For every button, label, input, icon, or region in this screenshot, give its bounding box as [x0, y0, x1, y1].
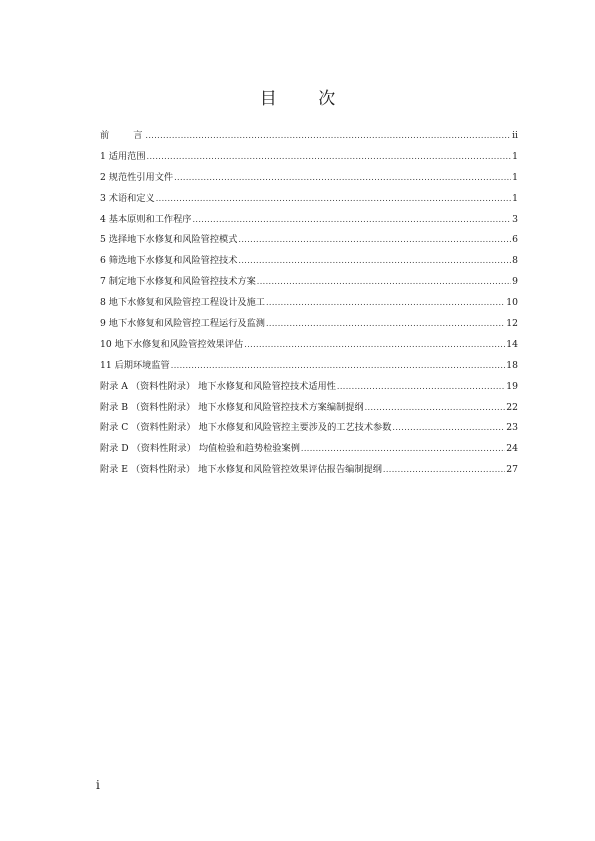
toc-entry-appendix-d[interactable] [100, 439, 518, 460]
toc-entry[interactable] [100, 210, 518, 231]
toc-entry-label: 附录 A （资料性附录） 地下水修复和风险管控技术适用性 [100, 380, 336, 392]
toc-entry-label: 8 地下水修复和风险管控工程设计及施工 [100, 297, 265, 309]
toc-leader-dots [392, 418, 505, 439]
table-of-contents [100, 126, 518, 481]
toc-leader-dots [156, 189, 511, 210]
page-number: i [96, 778, 100, 792]
toc-entry-label: 5 选择地下水修复和风险管控模式 [100, 234, 238, 246]
toc-leader-dots [147, 147, 511, 168]
toc-leader-dots [383, 460, 505, 481]
toc-leader-dots [266, 314, 505, 335]
toc-entry-preface[interactable] [100, 126, 518, 147]
toc-entry-label: 附录 B （资料性附录） 地下水修复和风险管控技术方案编制提纲 [100, 401, 364, 413]
toc-entry-page: 19 [506, 380, 518, 392]
toc-entry-appendix-a[interactable] [100, 377, 518, 398]
toc-entry-page: 27 [506, 464, 518, 476]
toc-entry-label: 9 地下水修复和风险管控工程运行及监测 [100, 318, 265, 330]
toc-leader-dots [257, 272, 511, 293]
toc-leader-dots [365, 398, 506, 419]
toc-leader-dots [238, 251, 511, 272]
toc-entry-page: 8 [512, 255, 518, 267]
toc-entry-label: 4 基本原则和工作程序 [100, 213, 192, 225]
toc-leader-dots [192, 210, 511, 231]
toc-entry-page: 1 [512, 171, 518, 183]
toc-entry-page: 14 [506, 338, 518, 350]
toc-entry-label: 7 制定地下水修复和风险管控技术方案 [100, 276, 256, 288]
toc-entry-page: 1 [512, 150, 518, 162]
toc-entry[interactable] [100, 272, 518, 293]
toc-entry[interactable] [100, 293, 518, 314]
toc-entry[interactable] [100, 251, 518, 272]
toc-leader-dots [266, 293, 505, 314]
toc-entry-page: 9 [512, 276, 518, 288]
toc-entry-page: 6 [512, 234, 518, 246]
toc-entry-page: 18 [506, 359, 518, 371]
toc-entry-label: 附录 C （资料性附录） 地下水修复和风险管控主要涉及的工艺技术参数 [100, 422, 392, 434]
toc-entry-page: 1 [512, 192, 518, 204]
toc-entry-label: 6 筛选地下水修复和风险管控技术 [100, 255, 238, 267]
toc-leader-dots [171, 356, 506, 377]
page-title: 目 次 [259, 89, 354, 109]
toc-entry-appendix-e[interactable] [100, 460, 518, 481]
toc-entry-label: 2 规范性引用文件 [100, 171, 174, 183]
toc-leader-dots [145, 126, 511, 147]
toc-entry[interactable] [100, 335, 518, 356]
toc-entry[interactable] [100, 314, 518, 335]
toc-entry-label: 3 术语和定义 [100, 192, 155, 204]
toc-entry-appendix-b[interactable] [100, 398, 518, 419]
toc-entry-appendix-c[interactable] [100, 418, 518, 439]
toc-entry-page: 10 [506, 297, 518, 309]
toc-entry-label: 1 适用范围 [100, 150, 146, 162]
toc-entry-page: 22 [506, 401, 518, 413]
toc-entry-page: 23 [506, 422, 518, 434]
toc-entry-page: 12 [506, 318, 518, 330]
toc-entry[interactable] [100, 168, 518, 189]
toc-entry[interactable] [100, 147, 518, 168]
toc-entry[interactable] [100, 189, 518, 210]
toc-entry-label: 11 后期环境监管 [100, 359, 170, 371]
toc-leader-dots [244, 335, 505, 356]
toc-entry-page: 3 [512, 213, 518, 225]
toc-entry-label: 前 言 [100, 130, 145, 141]
toc-entry[interactable] [100, 230, 518, 251]
toc-leader-dots [337, 377, 505, 398]
toc-leader-dots [301, 439, 505, 460]
toc-leader-dots [238, 230, 511, 251]
toc-entry-label: 附录 E （资料性附录） 地下水修复和风险管控效果评估报告编制提纲 [100, 464, 382, 476]
toc-entry-page: 24 [506, 443, 518, 455]
toc-leader-dots [174, 168, 511, 189]
toc-entry-page: ii [512, 130, 518, 141]
toc-entry-label: 附录 D （资料性附录） 均值检验和趋势检验案例 [100, 443, 300, 455]
toc-entry-label: 10 地下水修复和风险管控效果评估 [100, 338, 244, 350]
toc-entry[interactable] [100, 356, 518, 377]
